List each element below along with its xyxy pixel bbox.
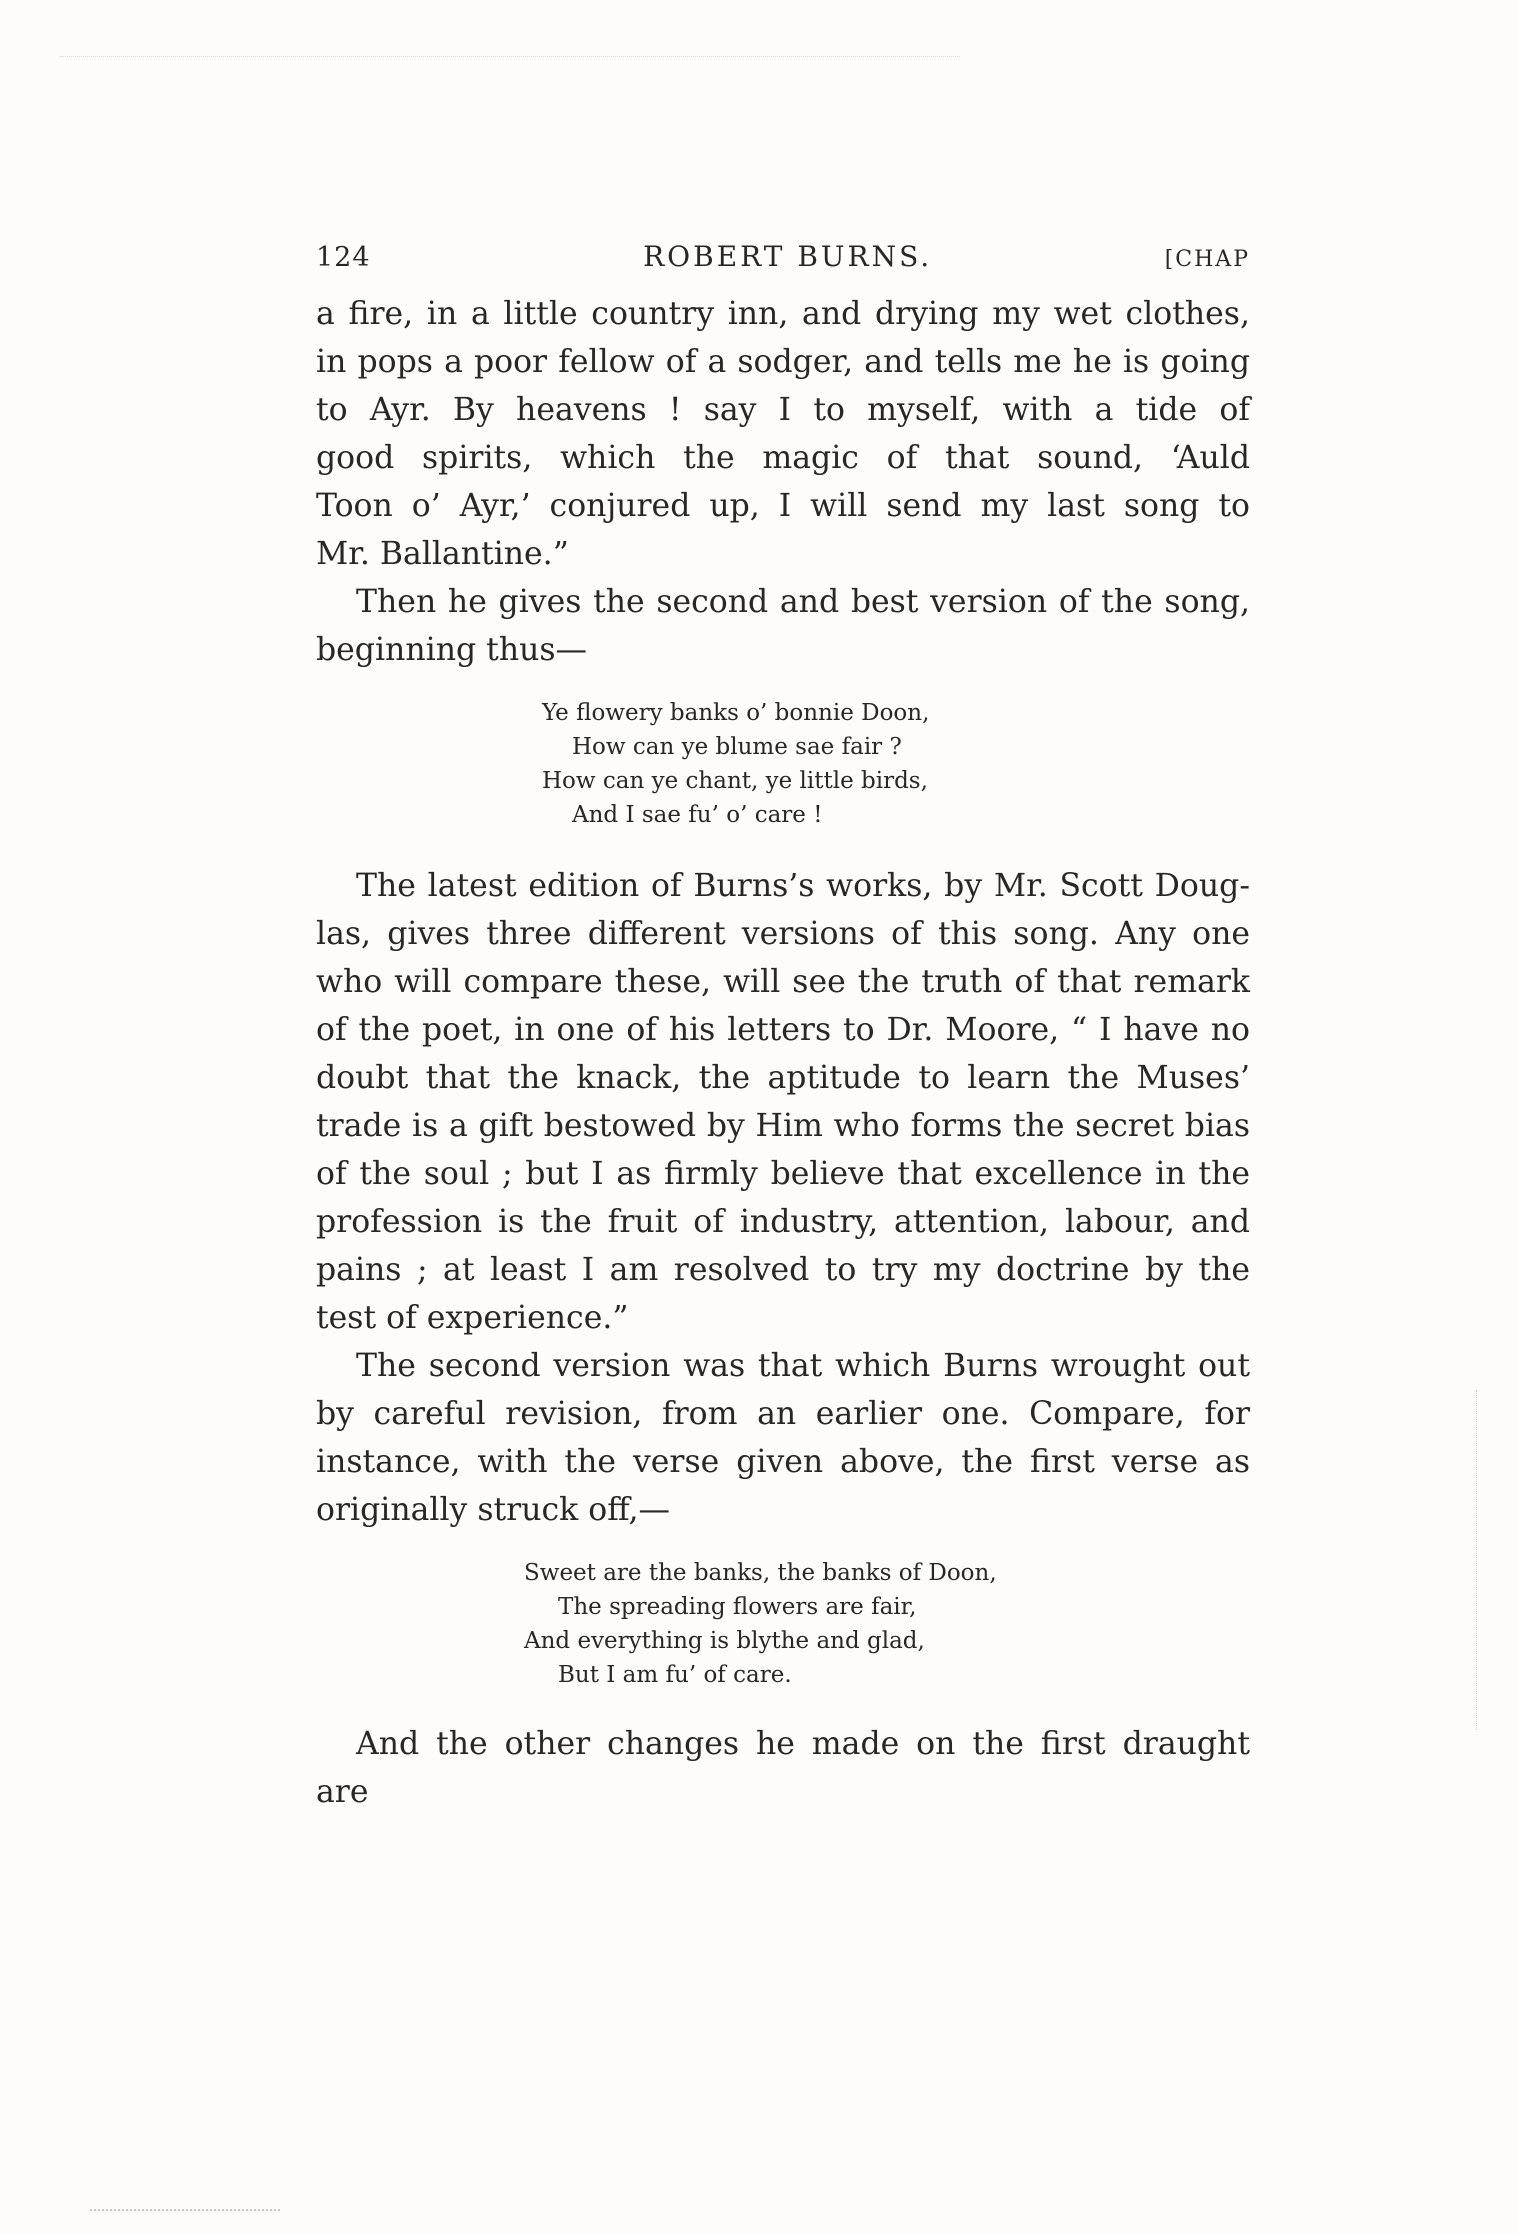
text-line: trade is a gift bestowed by Him who forms the secret bias xyxy=(316,1108,1250,1144)
text-line: originally struck off,— xyxy=(316,1492,671,1528)
verse-line: Sweet are the banks, the banks of Doon, xyxy=(524,1560,997,1586)
verse-line: And everything is blythe and glad, xyxy=(524,1628,925,1654)
verse-line: How can ye chant, ye little birds, xyxy=(542,768,928,794)
text-line: who will compare these, will see the truth of that remark xyxy=(316,964,1250,1000)
text-line: Mr. Ballantine.” xyxy=(316,536,569,572)
text-line: Then he gives the second and best version of the song, xyxy=(356,584,1250,620)
chapter-mark: [CHAP xyxy=(1164,247,1250,272)
text-line: instance, with the verse given above, the first verse as xyxy=(316,1444,1250,1480)
text-line: pains ; at least I am resolved to try my doctrine by the xyxy=(316,1252,1250,1288)
verse-line: The spreading flowers are fair, xyxy=(558,1594,917,1620)
verse-line: And I sae fu’ o’ care ! xyxy=(572,802,823,828)
text-line: to Ayr. By heavens ! say I to myself, with a tide of xyxy=(316,392,1250,428)
scan-artifact-top xyxy=(60,56,960,59)
page-number: 124 xyxy=(316,242,371,273)
verse-line: But I am fu’ of care. xyxy=(558,1662,792,1688)
text-line: Toon o’ Ayr,’ conjured up, I will send my last song to xyxy=(316,488,1250,524)
text-line: beginning thus— xyxy=(316,632,588,668)
text-line: The second version was that which Burns wrought out xyxy=(356,1348,1250,1384)
text-line: las, gives three different versions of this song. Any one xyxy=(316,916,1250,952)
scan-artifact-right xyxy=(1476,1390,1478,1730)
verse-line: Ye flowery banks o’ bonnie Doon, xyxy=(542,700,930,726)
prose-block-3 xyxy=(316,1720,1250,1816)
text-line: doubt that the knack, the aptitude to learn the Muses’ xyxy=(316,1060,1250,1096)
text-line: profession is the fruit of industry, attention, labour, and xyxy=(316,1204,1250,1240)
text-line: by careful revision, from an earlier one. Compare, for xyxy=(316,1396,1250,1432)
text-line: good spirits, which the magic of that sound, ‘Auld xyxy=(316,440,1250,476)
prose-block-1 xyxy=(316,290,1250,674)
text-line: in pops a poor fellow of a sodger, and tells me he is going xyxy=(316,344,1250,380)
text-line: a fire, in a little country inn, and drying my wet clothes, xyxy=(316,296,1250,332)
text-line: The latest edition of Burns’s works, by Mr. Scott Doug- xyxy=(356,868,1250,904)
scan-artifact-bottom xyxy=(90,2209,280,2212)
text-line: of the poet, in one of his letters to Dr. Moore, “ I have no xyxy=(316,1012,1250,1048)
text-line: And the other changes he made on the first draught are xyxy=(316,1726,1250,1810)
running-title: ROBERT BURNS. xyxy=(643,240,933,273)
verse-stanza-1 xyxy=(542,696,1250,832)
verse-stanza-2 xyxy=(524,1556,1250,1692)
verse-line: How can ye blume sae fair ? xyxy=(572,734,902,760)
book-page xyxy=(316,240,1250,1816)
text-line: of the soul ; but I as firmly believe that excellence in the xyxy=(316,1156,1250,1192)
text-line: test of experience.” xyxy=(316,1300,629,1336)
prose-block-2 xyxy=(316,862,1250,1534)
running-head xyxy=(316,240,1250,290)
